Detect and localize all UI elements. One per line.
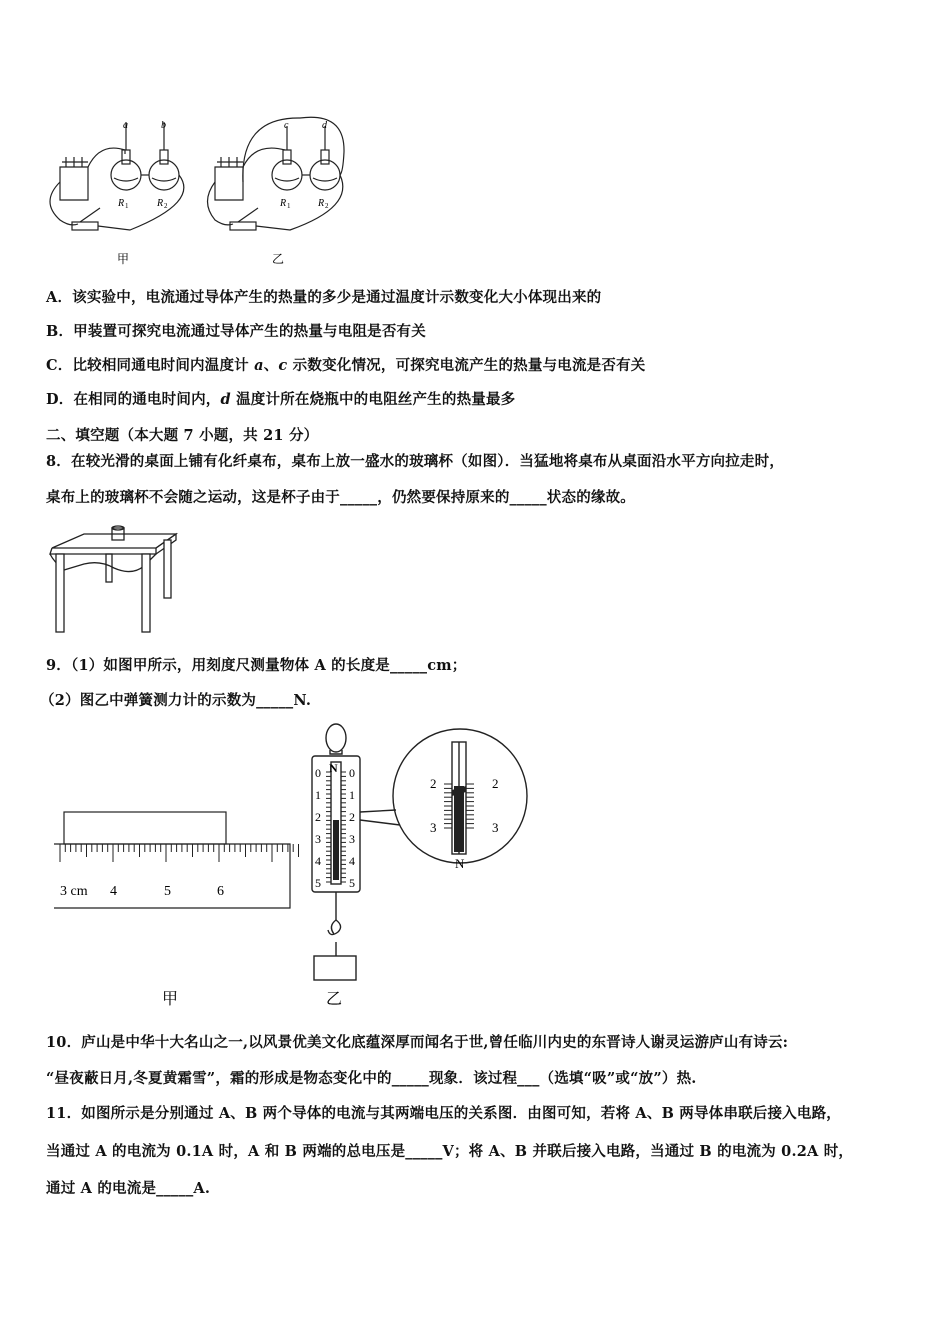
q8-line1: 8．在较光滑的桌面上铺有化纤桌布，桌布上放一盛水的玻璃杯（如图）．当猛地将桌布从桌面沿水平方向拉走时， bbox=[46, 453, 785, 470]
option-d-post: 温度计所在烧瓶中的电阻丝产生的热量最多 bbox=[230, 391, 516, 408]
label-r2-right-sub: 2 bbox=[325, 202, 329, 210]
scale-label-right: 2 bbox=[349, 810, 355, 824]
option-c bbox=[46, 354, 645, 375]
q11-line2: 当通过 A 的电流为 0.1A 时，A 和 B 两端的总电压是_____V；将 A、B 并联后接入电路，当通过 B 的电流为 0.2A 时， bbox=[46, 1143, 854, 1160]
caption-jia: 甲 bbox=[117, 252, 130, 266]
scale-indicator-fill bbox=[333, 820, 339, 880]
q8-line2: 桌布上的玻璃杯不会随之运动，这是杯子由于_____，仍然要保持原来的_____状态的缘故。 bbox=[46, 489, 635, 506]
scale-label-left: 1 bbox=[315, 788, 321, 802]
scale-label-right: 5 bbox=[349, 876, 355, 890]
caption-scale-yi: 乙 bbox=[326, 991, 343, 1008]
caption-yi: 乙 bbox=[272, 252, 285, 266]
option-c-mid: 、 bbox=[263, 357, 279, 374]
zoom-label-2-left: 2 bbox=[430, 776, 437, 791]
label-c: c bbox=[284, 120, 289, 131]
option-d-pre: D．在相同的通电时间内， bbox=[46, 391, 221, 408]
scale-label-left: 2 bbox=[315, 810, 321, 824]
ruler-tick-6: 6 bbox=[217, 884, 224, 899]
zoom-unit: N bbox=[455, 856, 465, 871]
section-heading: 二、填空题（本大题 7 小题，共 21 分） bbox=[46, 427, 319, 444]
zoom-indicator-fill bbox=[454, 786, 464, 852]
q9-line1: 9．（1）如图甲所示，用刻度尺测量物体 A 的长度是_____cm； bbox=[46, 657, 467, 674]
label-r2-right: R bbox=[318, 198, 325, 209]
q11-line1: 11．如图所示是分别通过 A、B 两个导体的电流与其两端电压的关系图．由图可知，若将 A、B 两导体串联后接入电路， bbox=[46, 1105, 841, 1122]
label-r1-right: R bbox=[280, 198, 287, 209]
label-a: a bbox=[123, 120, 128, 131]
option-d bbox=[46, 388, 515, 409]
scale-label-right: 1 bbox=[349, 788, 355, 802]
spring-scale-figure bbox=[300, 720, 550, 1010]
option-c-pre: C．比较相同通电时间内温度计 bbox=[46, 357, 255, 374]
caption-ruler-jia: 甲 bbox=[162, 991, 179, 1008]
ruler-unit-label: 3 cm bbox=[60, 884, 88, 899]
circuit-figure bbox=[40, 112, 360, 272]
label-r1-right-sub: 1 bbox=[287, 202, 291, 210]
scale-label-right: 3 bbox=[349, 832, 355, 846]
label-r1: R bbox=[118, 198, 125, 209]
option-c-a: a bbox=[254, 357, 264, 374]
option-a: A．该实验中，电流通过导体产生的热量的多少是通过温度计示数变化大小体现出来的 bbox=[46, 289, 602, 306]
scale-unit-N: N bbox=[329, 761, 338, 775]
label-b: b bbox=[161, 120, 166, 131]
table-figure bbox=[44, 518, 184, 636]
option-c-post: 示数变化情况，可探究电流产生的热量与电流是否有关 bbox=[287, 357, 646, 374]
option-b: B．甲装置可探究电流通过导体产生的热量与电阻是否有关 bbox=[46, 323, 426, 340]
ruler-tick-4: 4 bbox=[110, 884, 117, 899]
option-c-c: c bbox=[278, 357, 288, 374]
label-r2: R bbox=[157, 198, 164, 209]
scale-label-right: 0 bbox=[349, 766, 355, 780]
scale-label-left: 0 bbox=[315, 766, 321, 780]
q11-line3: 通过 A 的电流是_____A. bbox=[46, 1180, 211, 1197]
q10-line1: 10．庐山是中华十大名山之一,以风景优美文化底蕴深厚而闻名于世,曾任临川内史的东晋诗人谢灵运游庐山有诗云: bbox=[46, 1034, 789, 1051]
scale-label-left: 4 bbox=[315, 854, 321, 868]
scale-label-right: 4 bbox=[349, 854, 355, 868]
label-r1-sub: 1 bbox=[125, 202, 129, 210]
zoom-label-3-right: 3 bbox=[492, 820, 499, 835]
q9-line2: （2）图乙中弹簧测力计的示数为_____N. bbox=[40, 692, 312, 709]
label-d: d bbox=[322, 120, 327, 131]
zoom-label-2-right: 2 bbox=[492, 776, 499, 791]
label-r2-sub: 2 bbox=[164, 202, 168, 210]
ruler-figure bbox=[50, 810, 300, 1010]
scale-label-left: 3 bbox=[315, 832, 321, 846]
ruler-tick-5: 5 bbox=[164, 884, 171, 899]
option-d-d: d bbox=[220, 391, 231, 408]
scale-label-left: 5 bbox=[315, 876, 321, 890]
zoom-label-3-left: 3 bbox=[430, 820, 437, 835]
q10-line2: “昼夜蔽日月,冬夏黄霜雪”，霜的形成是物态变化中的_____现象．该过程___（选填“吸”或“放”）热. bbox=[46, 1070, 697, 1087]
